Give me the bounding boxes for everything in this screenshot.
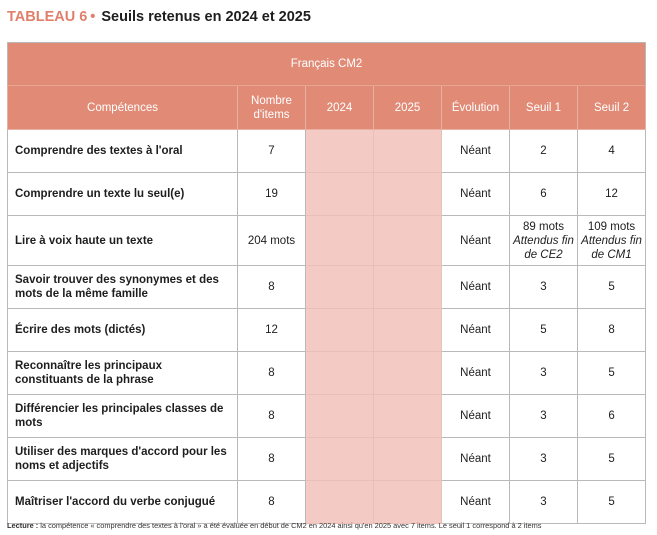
table-row: [8, 266, 646, 309]
competence-cell: Comprendre un texte lu seul(e): [8, 173, 238, 216]
seuil-1-cell: [510, 216, 578, 266]
year-2025-cell: [374, 216, 442, 266]
evolution-cell: Néant: [442, 130, 510, 173]
year-2024-cell: [306, 438, 374, 481]
items-cell: 7: [238, 130, 306, 173]
competence-cell: Lire à voix haute un texte: [8, 216, 238, 266]
seuil-1-cell: 5: [510, 309, 578, 352]
year-2024-cell: [306, 352, 374, 395]
header-2024: 2024: [306, 86, 374, 130]
items-cell: 8: [238, 395, 306, 438]
table-number: TABLEAU 6: [7, 9, 88, 25]
title-bullet: •: [90, 9, 96, 25]
seuil-2-cell: 5: [578, 438, 646, 481]
competence-cell: Utiliser des marques d'accord pour les noms et adjectifs: [8, 438, 238, 481]
year-2024-cell: [306, 266, 374, 309]
table-row: [8, 352, 646, 395]
seuil-1-cell: 3: [510, 438, 578, 481]
seuil-2-cell: 5: [578, 481, 646, 524]
year-2024-cell: [306, 309, 374, 352]
items-cell: 8: [238, 352, 306, 395]
header-2025: 2025: [374, 86, 442, 130]
competence-cell: Comprendre des textes à l'oral: [8, 130, 238, 173]
year-2025-cell: [374, 352, 442, 395]
table-row: [8, 438, 646, 481]
evolution-cell: Néant: [442, 173, 510, 216]
seuil-1-cell: 3: [510, 481, 578, 524]
items-cell: 204 mots: [238, 216, 306, 266]
evolution-cell: Néant: [442, 352, 510, 395]
seuil-1-cell: 3: [510, 395, 578, 438]
table-row: [8, 216, 646, 266]
seuil-2-cell: 6: [578, 395, 646, 438]
evolution-cell: Néant: [442, 438, 510, 481]
seuil-2-cell: 8: [578, 309, 646, 352]
seuil-2-cell: 5: [578, 266, 646, 309]
items-cell: 12: [238, 309, 306, 352]
items-cell: 8: [238, 438, 306, 481]
header-evolution: Évolution: [442, 86, 510, 130]
items-cell: 8: [238, 481, 306, 524]
competence-cell: Différencier les principales classes de mots: [8, 395, 238, 438]
thresholds-table: [7, 42, 646, 524]
seuil-2-cell: 12: [578, 173, 646, 216]
competence-cell: Maîtriser l'accord du verbe conjugué: [8, 481, 238, 524]
seuil-1-cell: 2: [510, 130, 578, 173]
subject-band: Français CM2: [8, 43, 646, 86]
table-row: [8, 130, 646, 173]
header-competences: Compétences: [8, 86, 238, 130]
year-2025-cell: [374, 266, 442, 309]
seuil-2-cell: 4: [578, 130, 646, 173]
year-2025-cell: [374, 173, 442, 216]
evolution-cell: Néant: [442, 216, 510, 266]
table-caption: Seuils retenus en 2024 et 2025: [101, 9, 311, 25]
reading-note-label: Lecture :: [7, 521, 39, 530]
header-seuil-1: Seuil 1: [510, 86, 578, 130]
reading-note-text: la compétence « comprendre des textes à l'oral » a été évaluée en début de CM2 en 2024 ainsi qu'en 2025 avec 7 items. Le seuil 1 correspond à 2 items: [38, 521, 542, 530]
header-seuil-2: Seuil 2: [578, 86, 646, 130]
competence-cell: Savoir trouver des synonymes et des mots de la même famille: [8, 266, 238, 309]
evolution-cell: Néant: [442, 481, 510, 524]
table-row: [8, 309, 646, 352]
items-cell: 19: [238, 173, 306, 216]
year-2025-cell: [374, 481, 442, 524]
year-2025-cell: [374, 309, 442, 352]
table-row: [8, 173, 646, 216]
year-2024-cell: [306, 481, 374, 524]
year-2024-cell: [306, 216, 374, 266]
seuil-2-note: Attendus fin de CM1: [581, 234, 642, 261]
competence-cell: Écrire des mots (dictés): [8, 309, 238, 352]
table-title: [7, 9, 311, 25]
items-cell: 8: [238, 266, 306, 309]
year-2024-cell: [306, 395, 374, 438]
seuil-1-cell: 3: [510, 266, 578, 309]
year-2025-cell: [374, 395, 442, 438]
seuil-1-value: 89 mots: [523, 220, 564, 233]
seuil-2-cell: 5: [578, 352, 646, 395]
header-items: Nombre d'items: [238, 86, 306, 130]
table-row: [8, 395, 646, 438]
competence-cell: Reconnaître les principaux constituants de la phrase: [8, 352, 238, 395]
seuil-1-cell: 3: [510, 352, 578, 395]
table-row: [8, 481, 646, 524]
seuil-1-note: Attendus fin de CE2: [513, 234, 574, 261]
seuil-2-cell: [578, 216, 646, 266]
reading-note: [7, 521, 541, 530]
evolution-cell: Néant: [442, 395, 510, 438]
seuil-1-cell: 6: [510, 173, 578, 216]
evolution-cell: Néant: [442, 309, 510, 352]
evolution-cell: Néant: [442, 266, 510, 309]
year-2024-cell: [306, 130, 374, 173]
year-2024-cell: [306, 173, 374, 216]
seuil-2-value: 109 mots: [587, 220, 636, 233]
year-2025-cell: [374, 438, 442, 481]
year-2025-cell: [374, 130, 442, 173]
